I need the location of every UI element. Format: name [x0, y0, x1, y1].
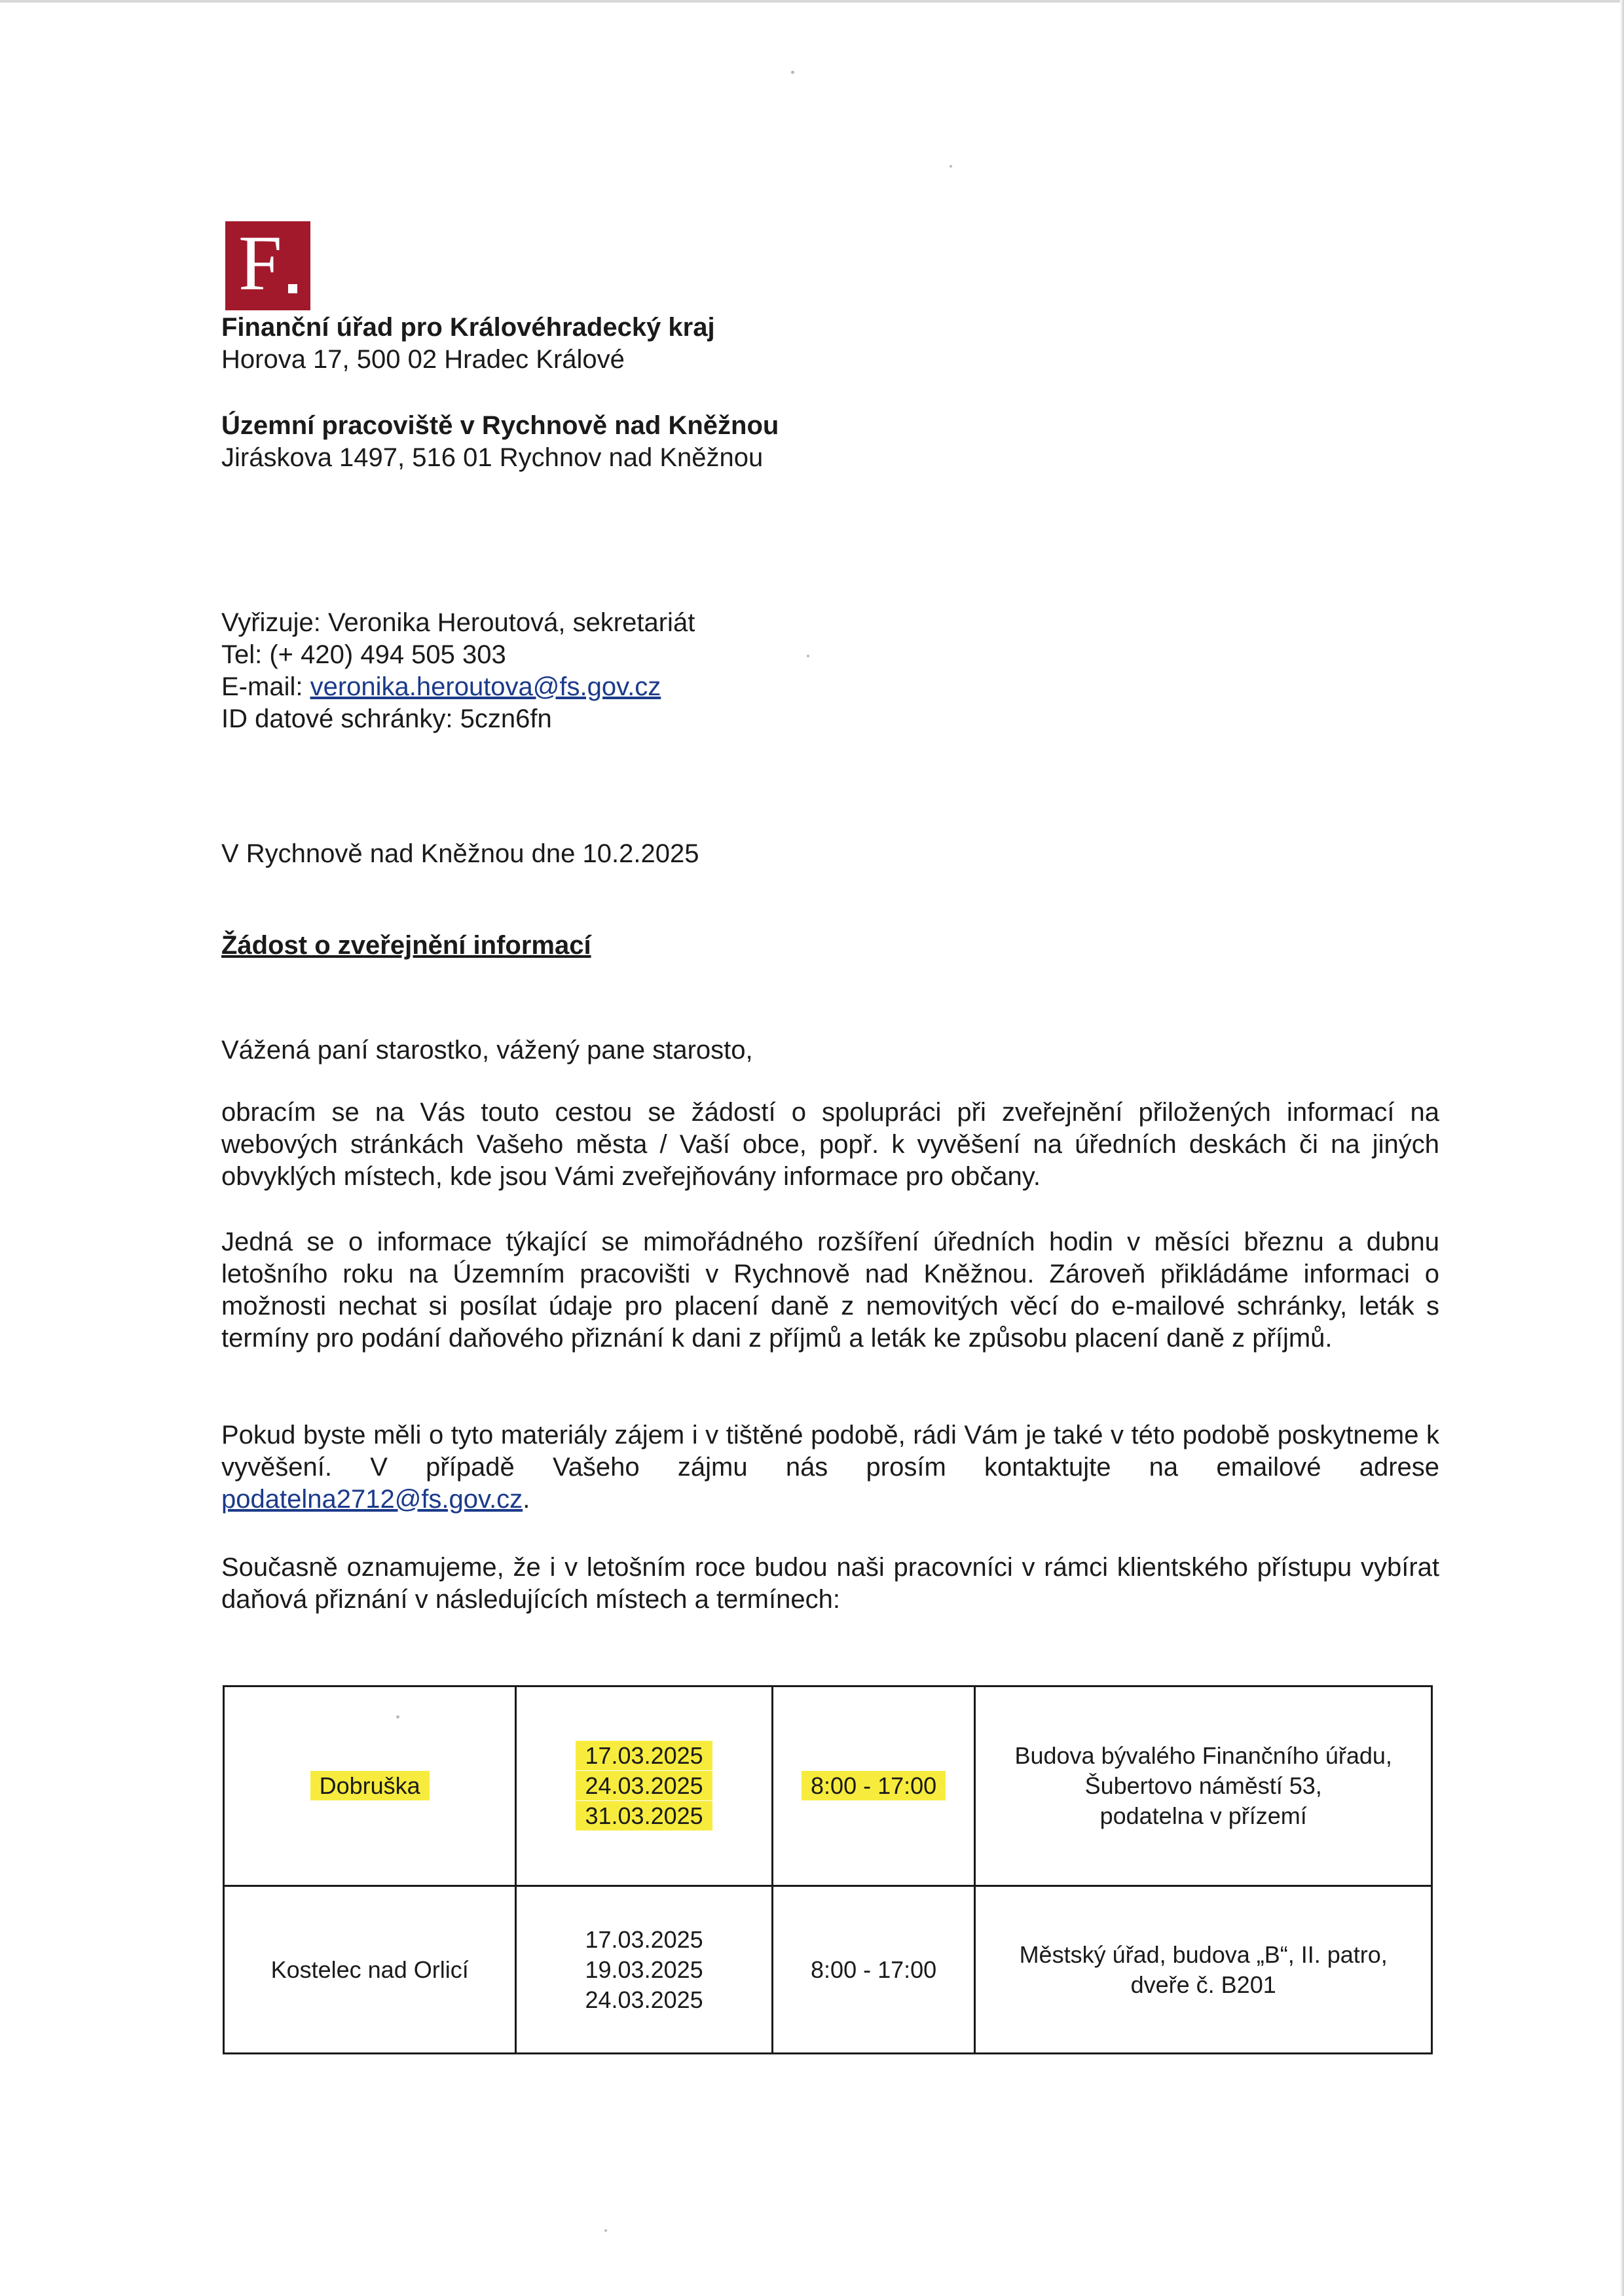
location-line: Šubertovo náměstí 53,	[1084, 1772, 1322, 1799]
office-name: Finanční úřad pro Královéhradecký kraj	[221, 313, 715, 342]
financni-urad-logo	[225, 221, 310, 310]
place-cell: Kostelec nad Orlicí	[224, 1886, 516, 2054]
paragraph-3-text: Pokud byste měli o tyto materiály zájem i v tištěné podobě, rádi Vám je také v této podobě poskytneme k vyvěšení. V případě Vašeho zájmu nás prosím kontaktujte na emailové adrese	[221, 1421, 1439, 1482]
date-line: V Rychnově nad Kněžnou dne 10.2.2025	[221, 839, 699, 868]
location-line: dveře č. B201	[1130, 1971, 1276, 1998]
date-item: 24.03.2025	[585, 1986, 703, 2013]
contact-tel: Tel: (+ 420) 494 505 303	[221, 640, 506, 669]
office-header	[221, 312, 715, 376]
branch-name: Územní pracoviště v Rychnově nad Kněžnou	[221, 411, 779, 440]
scan-speck	[950, 165, 952, 168]
contact-databox: ID datové schránky: 5czn6fn	[221, 704, 552, 733]
contact-handler: Vyřizuje: Veronika Heroutová, sekretariát	[221, 608, 695, 637]
branch-header	[221, 410, 779, 474]
table-row	[224, 1886, 1432, 2054]
dates-cell	[516, 1886, 773, 2054]
office-address: Horova 17, 500 02 Hradec Králové	[221, 345, 625, 374]
date-item	[523, 1801, 765, 1831]
logo-letter: F	[238, 219, 282, 306]
contact-email-link[interactable]: veronika.heroutova@fs.gov.cz	[310, 672, 661, 701]
branch-address: Jiráskova 1497, 516 01 Rychnov nad Kněžnou	[221, 443, 764, 472]
date-item	[523, 1741, 765, 1771]
scan-speck	[807, 655, 809, 657]
location-line: Městský úřad, budova „B“, II. patro,	[1019, 1941, 1388, 1968]
paragraph-4: Současně oznamujeme, že i v letošním roce budou naši pracovníci v rámci klientského přístupu vybírat daňová přiznání v následujících místech a termínech:	[221, 1553, 1439, 1614]
date-highlight: 17.03.2025	[576, 1741, 712, 1770]
podatelna-email-link[interactable]: podatelna2712@fs.gov.cz	[221, 1485, 523, 1514]
scan-speck	[604, 2229, 607, 2232]
contact-block	[221, 607, 695, 735]
hours-cell: 8:00 - 17:00	[772, 1886, 975, 2054]
place-cell	[224, 1686, 516, 1886]
date-highlight: 24.03.2025	[576, 1771, 712, 1800]
location-line: podatelna v přízemí	[1099, 1802, 1307, 1829]
scan-speck	[791, 71, 794, 74]
subject-heading: Žádost o zveřejnění informací	[221, 931, 591, 960]
location-cell	[975, 1686, 1432, 1886]
date-highlight: 31.03.2025	[576, 1801, 712, 1831]
hours-highlight: 8:00 - 17:00	[802, 1771, 946, 1800]
scan-edge-top	[0, 0, 1624, 3]
logo-dot	[288, 284, 297, 293]
hours-cell	[772, 1686, 975, 1886]
contact-email-line	[221, 671, 695, 703]
salutation: Vážená paní starostko, vážený pane starosto,	[221, 1036, 753, 1065]
contact-email-label: E-mail:	[221, 672, 310, 701]
scan-speck	[396, 1715, 399, 1719]
date-item: 17.03.2025	[585, 1925, 703, 1953]
location-line: Budova bývalého Finančního úřadu,	[1014, 1742, 1392, 1769]
date-item	[523, 1771, 765, 1801]
paragraph-3-end: .	[523, 1485, 530, 1514]
location-cell	[975, 1886, 1432, 2054]
dates-cell	[516, 1686, 773, 1886]
date-item: 19.03.2025	[585, 1956, 703, 1983]
schedule-table	[223, 1685, 1433, 2054]
table-row	[224, 1686, 1432, 1886]
paragraph-3	[221, 1419, 1439, 1516]
place-highlight: Dobruška	[310, 1771, 430, 1800]
scan-edge-right	[1620, 0, 1624, 2296]
paragraph-1: obracím se na Vás touto cestou se žádostí o spolupráci při zveřejnění přiložených informací na webových stránkách Vašeho města / Vaší obce, popř. k vyvěšení na úředních deskách či na jiných obvyklých místech, kde jsou Vámi zveřejňovány informace pro občany.	[221, 1098, 1439, 1191]
paragraph-2: Jedná se o informace týkající se mimořádného rozšíření úředních hodin v měsíci březnu a dubnu letošního roku na Územním pracovišti v Rychnově nad Kněžnou. Zároveň přikládáme informaci o možnosti nechat si posílat údaje pro placení daně z nemovitých věcí do e-mailové schránky, leták s termíny pro podání daňového přiznání k dani z příjmů a leták ke způsobu placení daně z příjmů.	[221, 1228, 1439, 1353]
